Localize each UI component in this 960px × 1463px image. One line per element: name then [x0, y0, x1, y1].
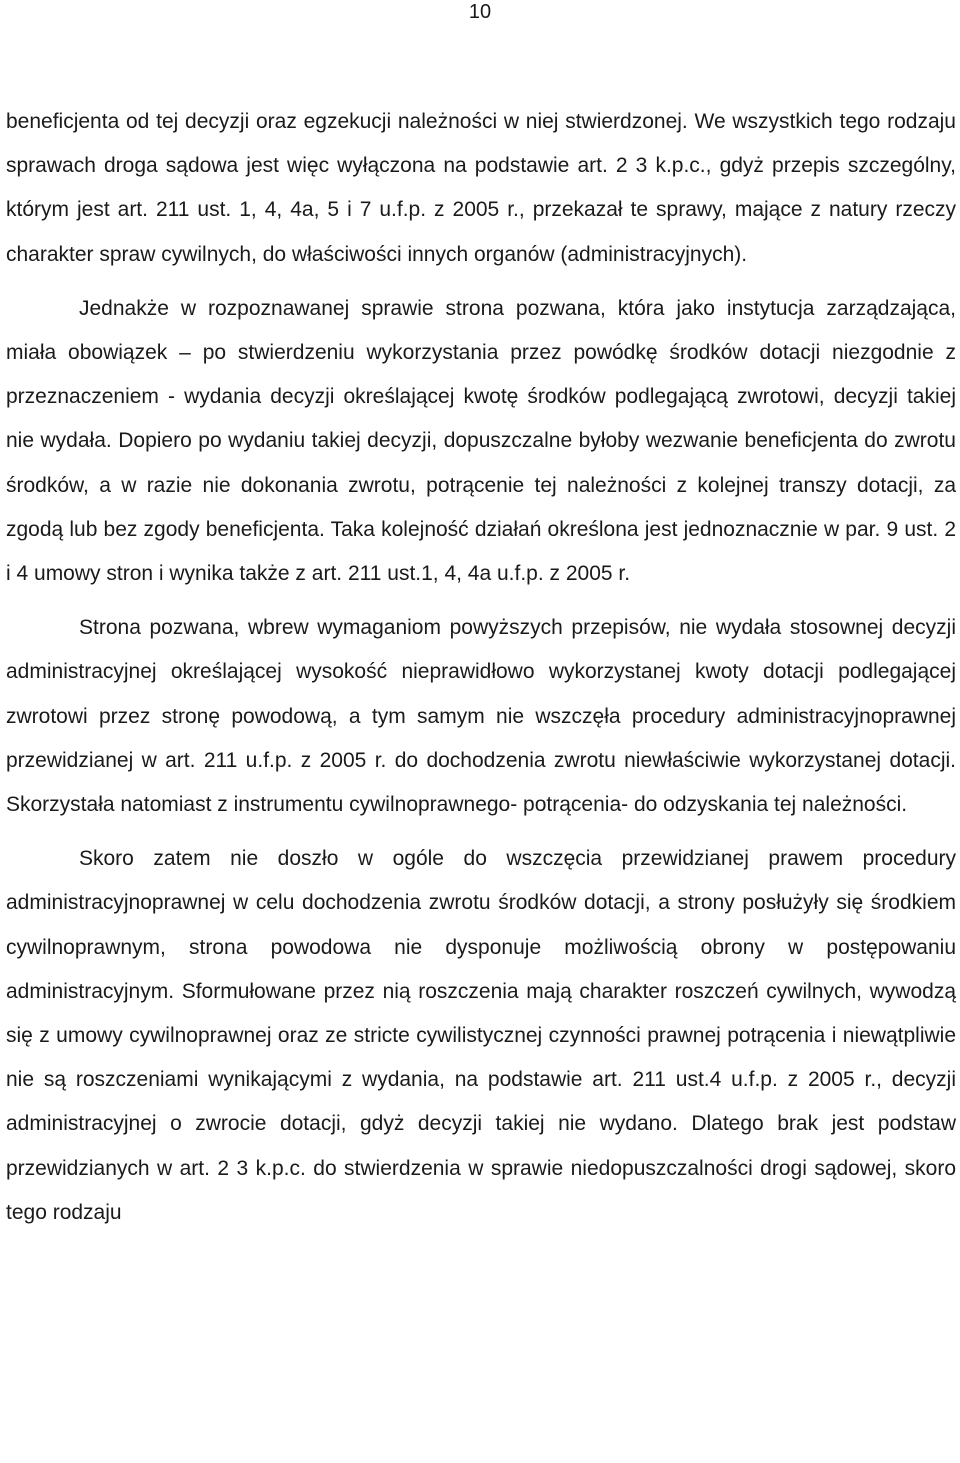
paragraph-1: beneficjenta od tej decyzji oraz egzekucji należności w niej stwierdzonej. We wszystkich tego rodzaju sprawach droga sądowa jest więc wyłączona na podstawie art. 2 3 k.p.c., gdyż przepis szczególny, którym jest art. 211 ust. 1, 4, 4a, 5 i 7 u.f.p. z 2005 r., przekazał te sprawy, mające z natury rzeczy charakter spraw cywilnych, do właściwości innych organów (administracyjnych). — [6, 110, 956, 266]
paragraph-4: Skoro zatem nie doszło w ogóle do wszczęcia przewidzianej prawem procedury administracyjnoprawnej w celu dochodzenia zwrotu środków dotacji, a strony posłużyły się środkiem cywilnoprawnym, strona powodowa nie dysponuje możliwością obrony w postępowaniu administracyjnym. Sformułowane przez nią roszczenia mają charakter roszczeń cywilnych, wywodzą się z umowy cywilnoprawnej oraz ze stricte cywilistycznej czynności prawnej potrącenia i niewątpliwie nie są roszczeniami wynikającymi z wydania, na podstawie art. 211 ust.4 u.f.p. z 2005 r., decyzji administracyjnej o zwrocie dotacji, gdyż decyzji takiej nie wydano. Dlatego brak jest podstaw przewidzianych w art. 2 3 k.p.c. do stwierdzenia w sprawie niedopuszczalności drogi sądowej, skoro tego rodzaju — [6, 847, 956, 1224]
document-body — [6, 100, 956, 1235]
page-number: 10 — [468, 1, 492, 23]
paragraph-3: Strona pozwana, wbrew wymaganiom powyższych przepisów, nie wydała stosownej decyzji administracyjnej określającej wysokość nieprawidłowo wykorzystanej kwoty dotacji podlegającej zwrotowi przez stronę powodową, a tym samym nie wszczęła procedury administracyjnoprawnej przewidzianej w art. 211 u.f.p. z 2005 r. do dochodzenia zwrotu niewłaściwie wykorzystanej dotacji. Skorzystała natomiast z instrumentu cywilnoprawnego- potrącenia- do odzyskania tej należności. — [6, 616, 956, 817]
paragraph-2: Jednakże w rozpoznawanej sprawie strona pozwana, która jako instytucja zarządzająca, miała obowiązek – po stwierdzeniu wykorzystania przez powódkę środków dotacji niezgodnie z przeznaczeniem - wydania decyzji określającej kwotę środków podlegającą zwrotowi, decyzji takiej nie wydała. Dopiero po wydaniu takiej decyzji, dopuszczalne byłoby wezwanie beneficjenta do zwrotu środków, a w razie nie dokonania zwrotu, potrącenie tej należności z kolejnej transzy dotacji, za zgodą lub bez zgody beneficjenta. Taka kolejność działań określona jest jednoznacznie w par. 9 ust. 2 i 4 umowy stron i wynika także z art. 211 ust.1, 4, 4a u.f.p. z 2005 r. — [6, 296, 956, 586]
